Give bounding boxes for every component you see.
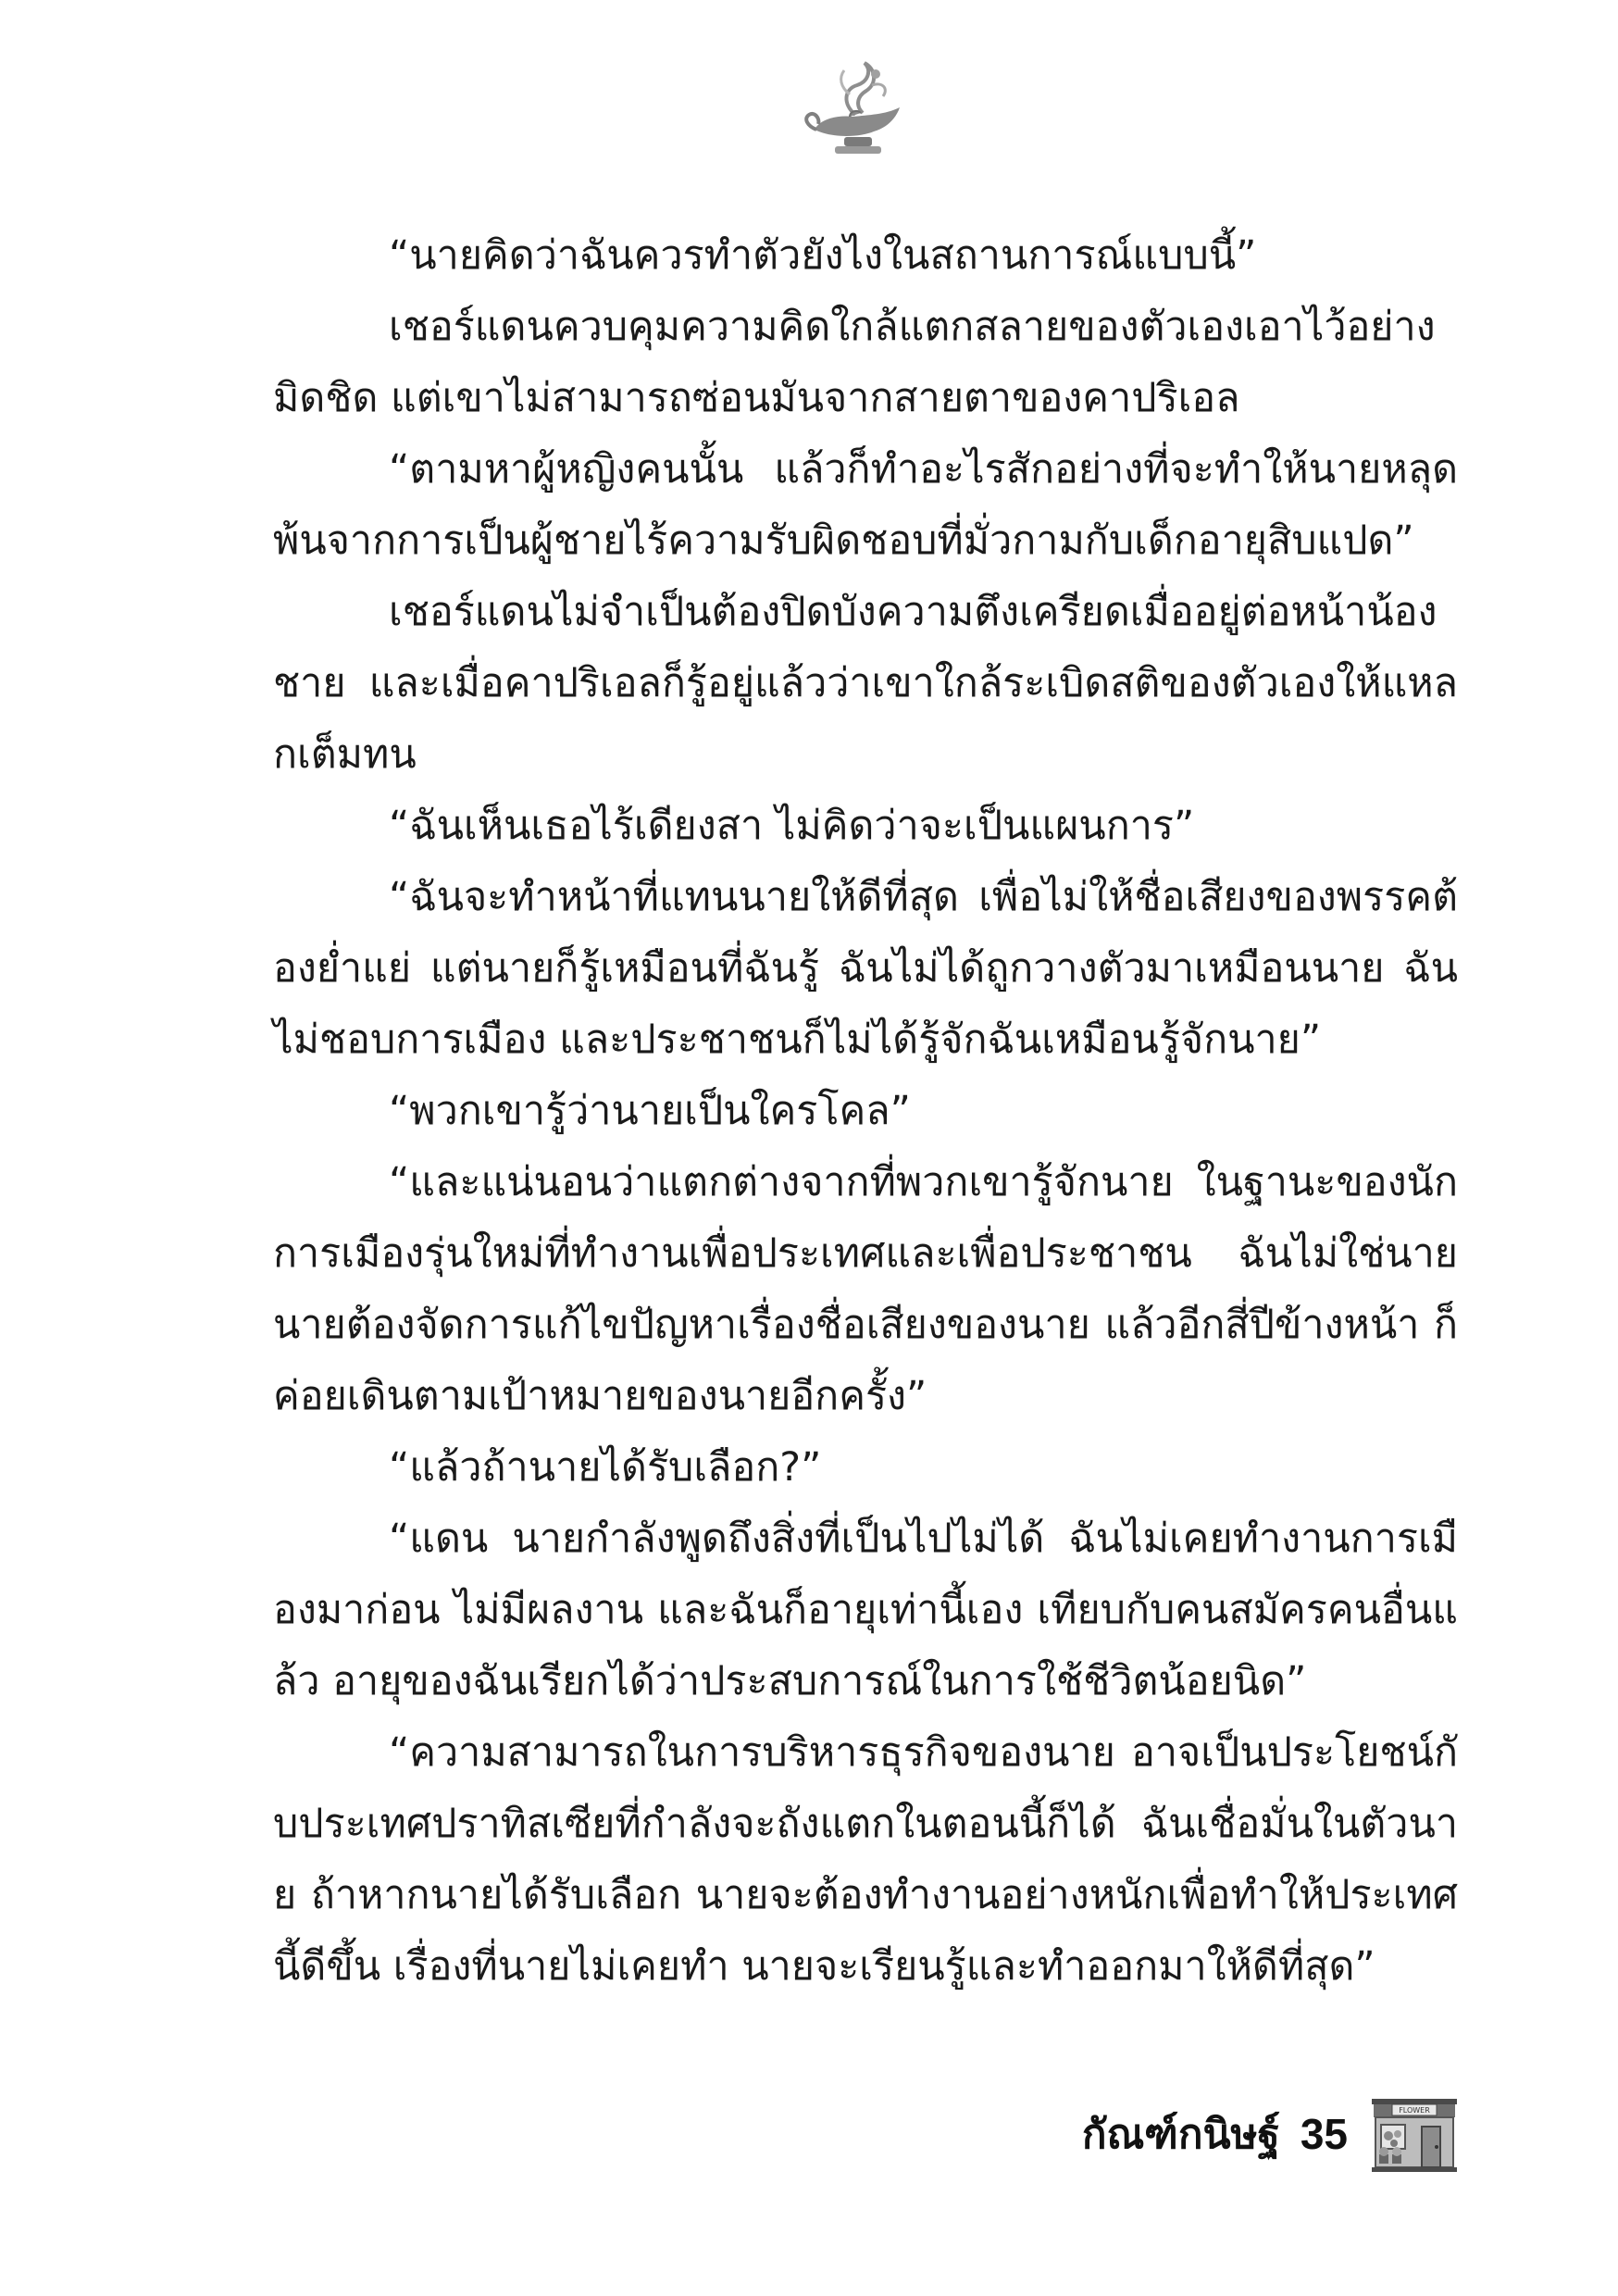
paragraph: “นายคิดว่าฉันควรทำตัวยังไงในสถานการณ์แบบนี้”	[389, 232, 1257, 279]
page-footer	[1082, 2092, 1461, 2176]
paragraph: “ตามหาผู้หญิงคนนั้น แล้วก็ทำอะไรสักอย่างที่จะทำให้นายหลุดพ้นจากการเป็นผู้ชายไร้ความรับผิดชอบที่มั่วกามกับเด็กอายุสิบแปด”	[273, 446, 1458, 564]
genie-lamp-icon	[796, 57, 916, 159]
paragraph: เชอร์แดนควบคุมความคิดใกล้แตกสลายของตัวเองเอาไว้อย่างมิดชิด แต่เขาไม่สามารถซ่อนมันจากสายตาของคาปริเอล	[273, 304, 1436, 421]
paragraph: “ฉันเห็นเธอไร้เดียงสา ไม่คิดว่าจะเป็นแผนการ”	[389, 803, 1195, 849]
flower-shop-icon	[1368, 2093, 1461, 2175]
shop-sign-text: FLOWER	[1399, 2106, 1430, 2115]
body-text	[273, 220, 1458, 2003]
book-title: กัณฑ์กนิษฐ์	[1081, 2111, 1280, 2158]
paragraph: “แล้วถ้านายได้รับเลือก?”	[389, 1444, 822, 1491]
paragraph: “ฉันจะทำหน้าที่แทนนายให้ดีที่สุด เพื่อไม่ให้ชื่อเสียงของพรรคต้องย่ำแย่ แต่นายก็รู้เหมือนที่ฉันรู้ ฉันไม่ได้ถูกวางตัวมาเหมือนนาย ฉันไม่ชอบการเมือง และประชาชนก็ไม่ได้รู้จักฉันเหมือนรู้จักนาย”	[273, 874, 1458, 1063]
page-number: 35	[1300, 2110, 1348, 2158]
paragraph: “และแน่นอนว่าแตกต่างจากที่พวกเขารู้จักนาย ในฐานะของนักการเมืองรุ่นใหม่ที่ทำงานเพื่อประเทศและเพื่อประชาชน ฉันไม่ใช่นาย นายต้องจัดการแก้ไขปัญหาเรื่องชื่อเสียงของนาย แล้วอีกสี่ปีข้างหน้า ก็ค่อยเดินตามเป้าหมายของนายอีกครั้ง”	[273, 1159, 1458, 1419]
paragraph: “ความสามารถในการบริหารธุรกิจของนาย อาจเป็นประโยชน์กับประเทศปราทิสเซียที่กำลังจะถังแตกในตอนนี้ก็ได้ ฉันเชื่อมั่นในตัวนาย ถ้าหากนายได้รับเลือก นายจะต้องทำงานอย่างหนักเพื่อทำให้ประเทศนี้ดีขึ้น เรื่องที่นายไม่เคยทำ นายจะเรียนรู้และทำออกมาให้ดีที่สุด”	[273, 1729, 1458, 1990]
paragraph: “แดน นายกำลังพูดถึงสิ่งที่เป็นไปไม่ได้ ฉันไม่เคยทำงานการเมืองมาก่อน ไม่มีผลงาน และฉันก็อายุเท่านี้เอง เทียบกับคนสมัครคนอื่นแล้ว อายุของฉันเรียกได้ว่าประสบการณ์ในการใช้ชีวิตน้อยนิด”	[273, 1516, 1458, 1704]
paragraph: เชอร์แดนไม่จำเป็นต้องปิดบังความตึงเครียดเมื่ออยู่ต่อหน้าน้องชาย และเมื่อคาปริเอลก็รู้อยู่แล้วว่าเขาใกล้ระเบิดสติของตัวเองให้แหลกเต็มทน	[273, 589, 1458, 778]
paragraph: “พวกเขารู้ว่านายเป็นใครโคล”	[389, 1088, 911, 1134]
